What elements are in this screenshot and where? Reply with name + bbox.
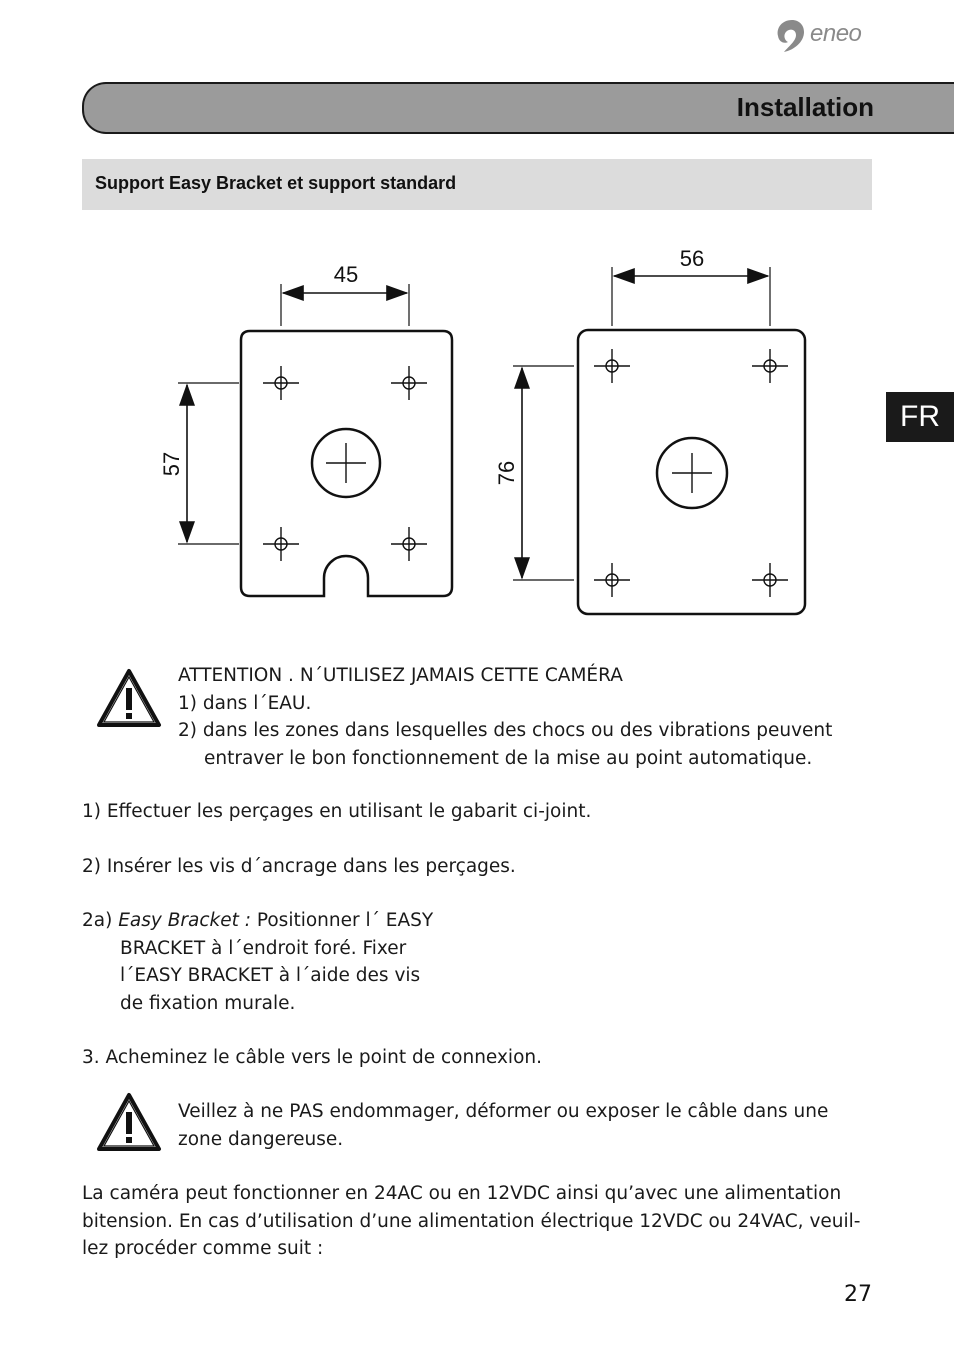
page-number: 27	[844, 1282, 872, 1307]
warning-item-2-continued: entraver le bon fonctionnement de la mise au point automatique.	[204, 747, 813, 769]
step-2a-italic: Easy Bracket :	[118, 910, 251, 931]
header-bar	[82, 82, 954, 134]
right-width-dimension: 56	[679, 246, 705, 271]
step-2: 2) Insérer les vis d´ancrage dans les perçages.	[82, 856, 516, 877]
step-3: 3. Acheminez le câble vers le point de connexion.	[82, 1047, 542, 1068]
mounting-template-diagram	[0, 230, 954, 630]
warning-2-line-2: zone dangereuse.	[178, 1128, 344, 1150]
warning-triangle-icon	[96, 668, 162, 728]
step-2a-line-3: l´EASY BRACKET à l´aide des vis	[120, 965, 421, 986]
right-plate	[494, 246, 805, 614]
step-2a	[82, 907, 462, 1017]
step-2a-line-2: BRACKET à l´endroit foré. Fixer	[120, 937, 407, 959]
warning-item-2: 2) dans les zones dans lesquelles des chocs ou des vibrations peuvent	[178, 720, 833, 741]
right-height-dimension: 76	[494, 460, 519, 486]
logo-text: eneo	[810, 20, 862, 47]
eneo-swirl-icon	[774, 16, 808, 56]
warning-2-line-1: Veillez à ne PAS endommager, déformer ou exposer le câble dans une	[178, 1101, 829, 1122]
power-paragraph	[82, 1180, 872, 1263]
left-width-dimension: 45	[333, 262, 359, 287]
language-tab-fr: FR	[886, 392, 954, 442]
section-title: Support Easy Bracket et support standard	[95, 173, 457, 193]
step-1: 1) Effectuer les perçages en utilisant le gabarit ci-joint.	[82, 801, 592, 822]
power-line-2: bitension. En cas d’utilisation d’une alimentation électrique 12VDC ou 24VAC, veuil-	[82, 1210, 861, 1232]
eneo-logo	[774, 16, 884, 56]
power-line-1: La caméra peut fonctionner en 24AC ou en 12VDC ainsi qu’avec une alimentation	[82, 1183, 842, 1204]
warning-item-1: 1) dans l´EAU.	[178, 692, 312, 714]
section-heading-box	[82, 159, 872, 210]
warning-block-1	[178, 662, 868, 772]
left-height-dimension: 57	[159, 451, 184, 477]
page-title: Installation	[736, 92, 874, 122]
power-line-3: lez procéder comme suit :	[82, 1238, 324, 1259]
warning-title: ATTENTION . N´UTILISEZ JAMAIS CETTE CAMÉRA	[178, 665, 623, 686]
step-2a-prefix: 2a)	[82, 910, 119, 931]
step-2a-line-4: de fixation murale.	[120, 992, 296, 1014]
step-2a-line-1: Positionner l´ EASY	[250, 910, 434, 931]
warning-block-2	[178, 1098, 868, 1153]
warning-triangle-icon	[96, 1092, 162, 1152]
left-plate	[159, 262, 452, 596]
